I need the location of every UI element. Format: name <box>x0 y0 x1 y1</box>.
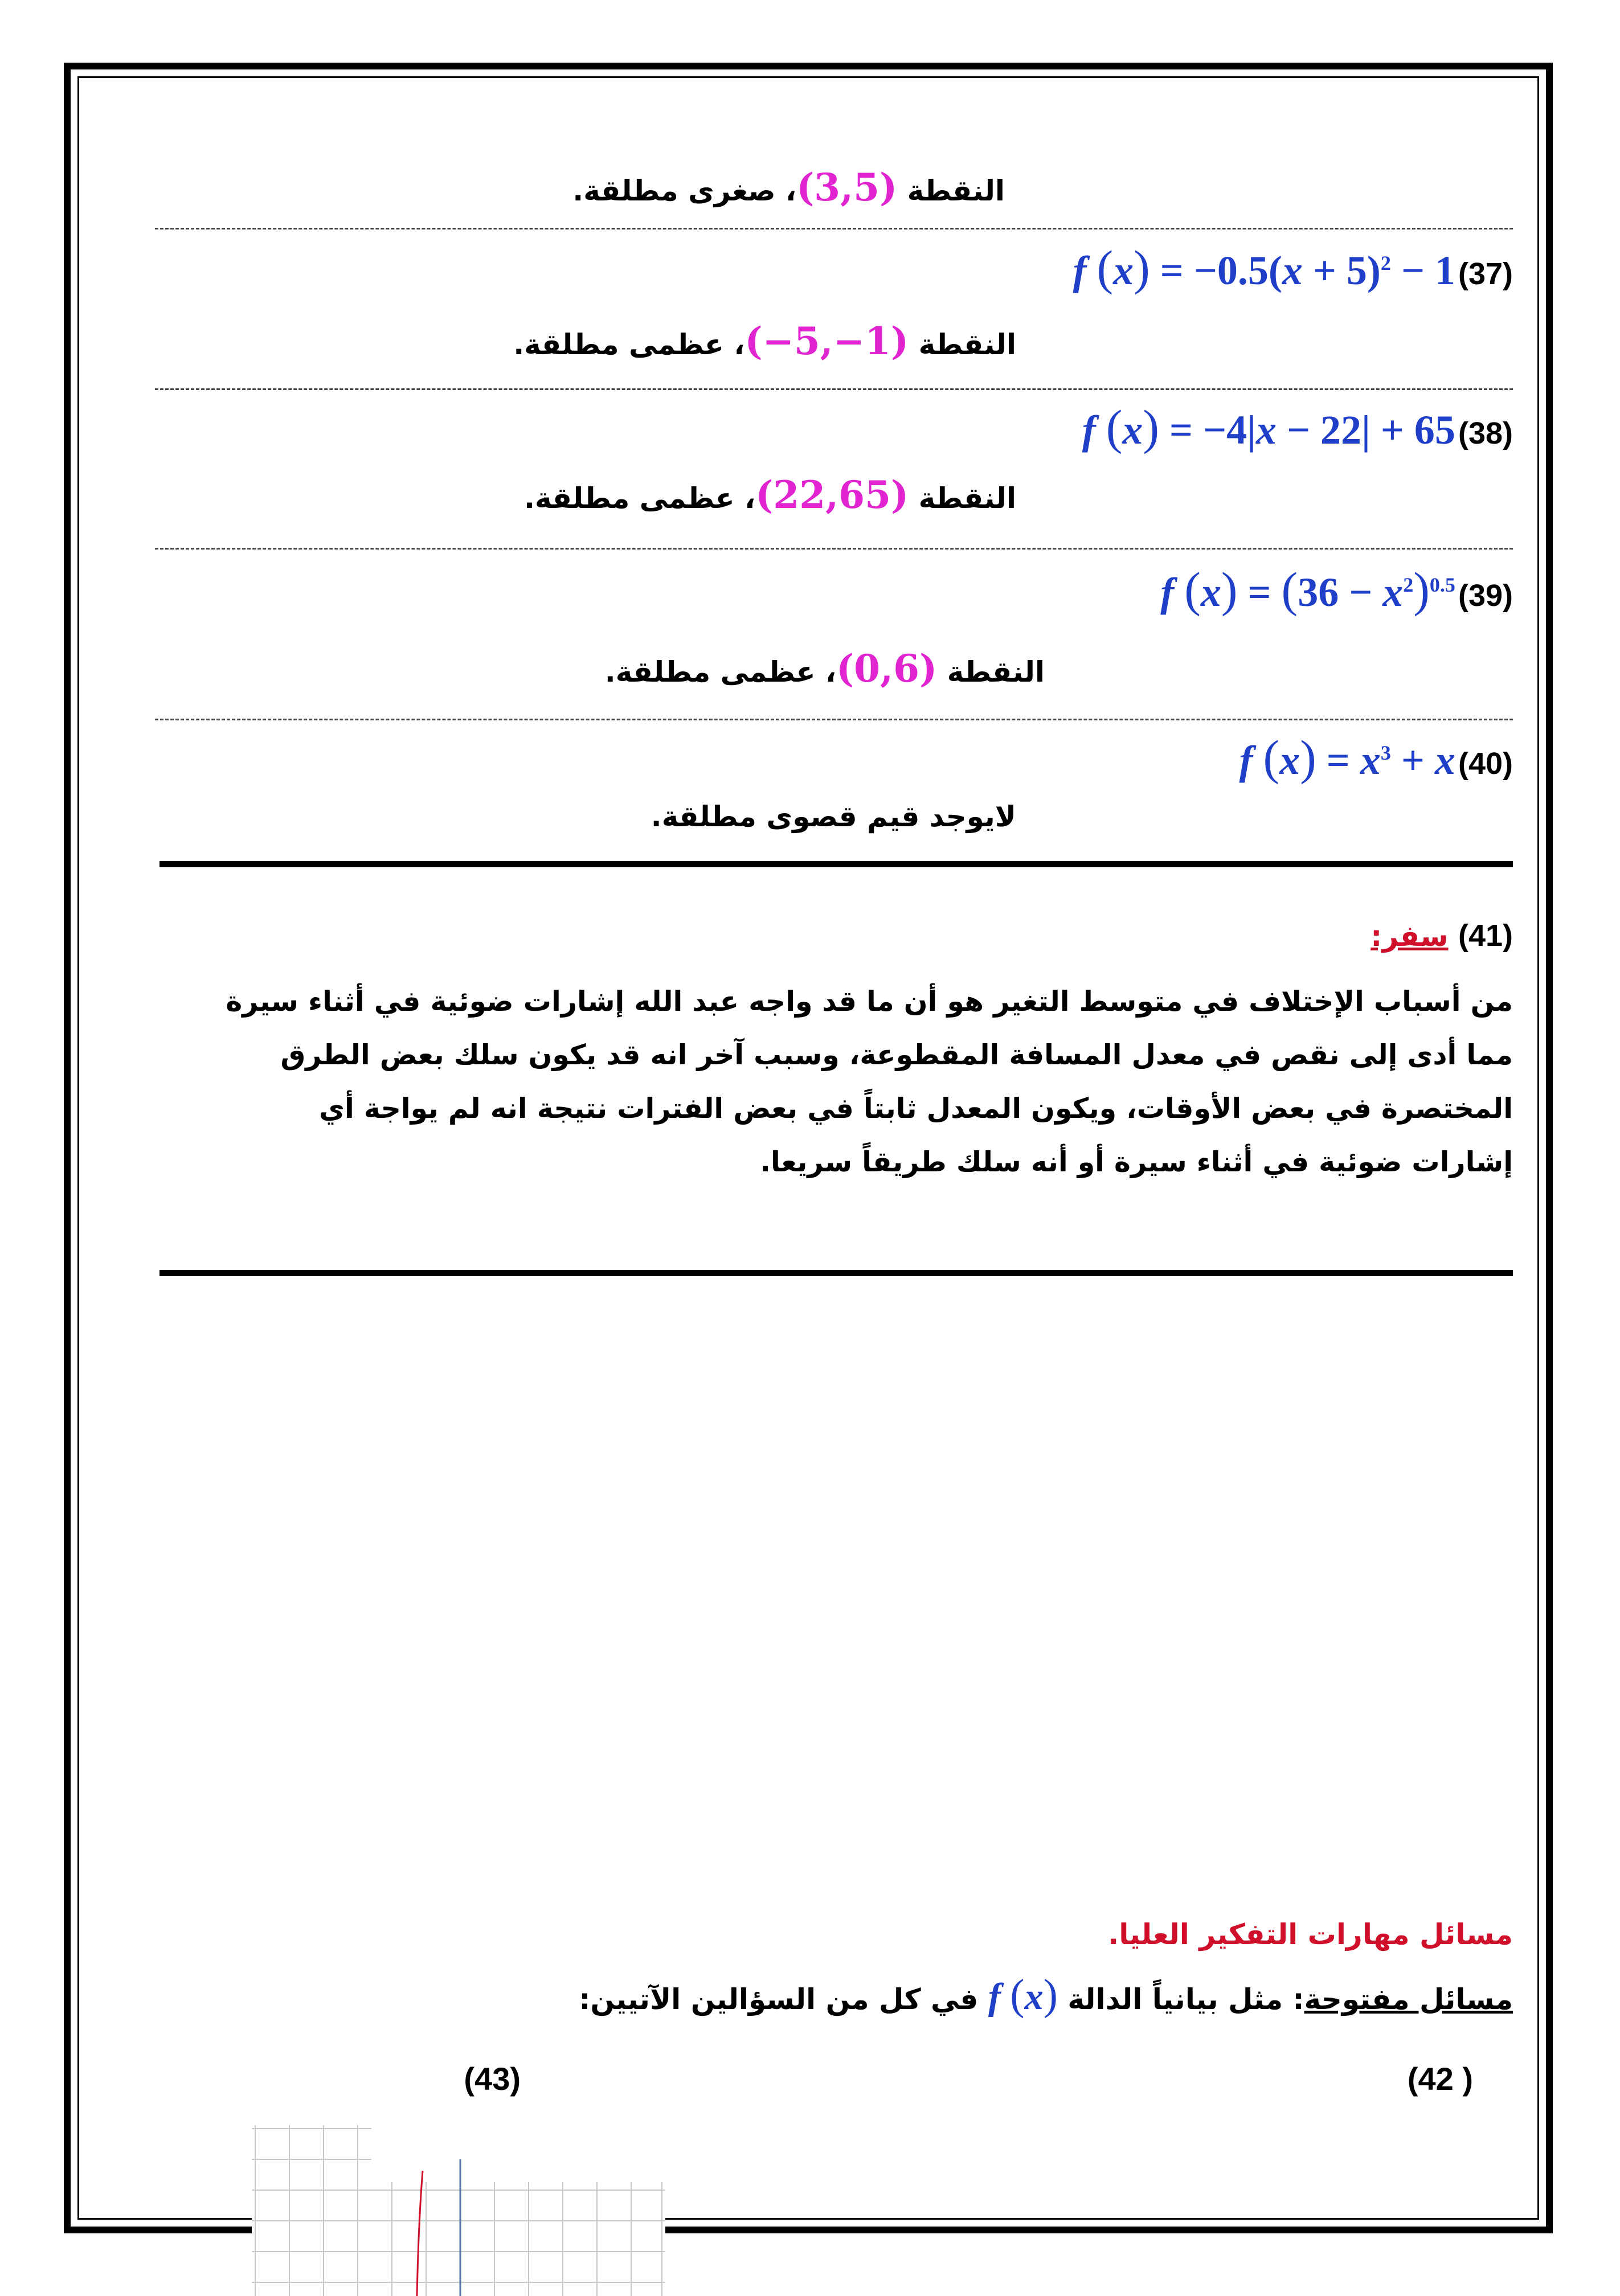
label-42: ( 42) <box>1407 2061 1473 2097</box>
answer-36: النقطة (3,5)، صغرى مطلقة. <box>572 165 1005 210</box>
divider <box>155 719 1513 720</box>
divider <box>155 548 1513 550</box>
divider <box>155 388 1513 390</box>
hots-title: مسائل مهارات التفكير العليا. <box>1108 1918 1513 1951</box>
equation-40: f $(x) = x^3 + x$ <box>1239 730 1455 785</box>
q41-answer: من أسباب الإختلاف في متوسط التغير هو أن ما قد واجه عبد الله إشارات ضوئية في أثناء سيرة مما أدى إلى نقص في معدل المسافة المقطوعة، وسبب آخر انه قد يكون سلك بعض الطرق المختصرة في بعض الأوقات، ويكون المعدل ثابتاً في بعض الفترات نتيجة انه لم يواجة أي إشارات ضوئية في أثناء سيرة أو أنه سلك طريقاً سريعا. <box>226 985 1513 1178</box>
graph-grid <box>252 2125 665 2296</box>
answer-39: النقطة (0,6)، عظمى مطلقة. <box>604 646 1045 691</box>
point-37: (−5,−1) <box>744 319 909 363</box>
answer-40: لايوجد قيم قصوى مطلقة. <box>651 800 1016 833</box>
problem-38: (38) f (x) = −4|x − 22| + 65 <box>1082 400 1513 454</box>
function-fx: f (x) <box>988 1971 1058 2019</box>
equation-37: f $(x) = -0.5(x + 5)^2 - 1$ <box>1073 240 1455 295</box>
hots-open-problems: مسائل مفتوحة: مثل بيانياً الدالة f (x) في كل من السؤالين الآتيين: <box>579 1971 1513 2019</box>
point-39: (0,6) <box>836 646 938 691</box>
equation-39: f $(x) = (36 - x^2)^{0.5}$ <box>1160 562 1455 617</box>
answer-38: النقطة (22,65)، عظمى مطلقة. <box>523 473 1016 517</box>
section-rule <box>159 861 1513 867</box>
answer-37: النقطة (−5,−1)، عظمى مطلقة. <box>513 319 1016 363</box>
point-36: (3,5) <box>796 165 898 210</box>
label-43: (43) <box>464 2061 521 2097</box>
problem-40: (40) f $(x) = x^3 + x$ <box>1239 730 1513 785</box>
problem-39: (39) f $(x) = (36 - x^2)^{0.5}$ <box>1160 562 1513 617</box>
equation-38: f (x) = −4|x − 22| + 65 <box>1082 400 1455 454</box>
point-38: (22,65) <box>755 473 909 517</box>
section-rule <box>159 1270 1513 1276</box>
divider <box>155 228 1513 229</box>
problem-37: (37) f $(x) = -0.5(x + 5)^2 - 1$ <box>1073 240 1513 295</box>
q41-heading: (41) سفر: <box>1371 919 1513 953</box>
